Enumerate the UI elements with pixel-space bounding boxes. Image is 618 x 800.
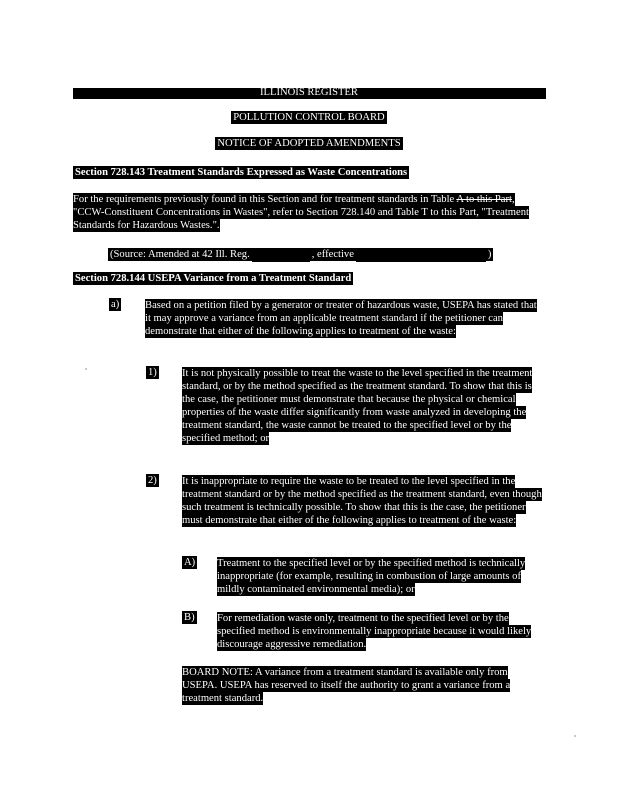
source-note-blank-1 xyxy=(252,248,310,262)
item-b-text: For remediation waste only, treatment to the specified level or by the specified method is environmentally inappropriate because it would likely discourage aggressive remediation. xyxy=(217,613,532,651)
source-note-blank-2 xyxy=(356,248,486,262)
subsection-a-marker: a) xyxy=(111,299,120,310)
item-1-marker: 1) xyxy=(148,367,157,378)
item-a-marker-line xyxy=(182,557,197,569)
item-a-marker: A) xyxy=(184,557,196,568)
section-143-heading-line xyxy=(73,167,409,179)
subsection-a-text: Based on a petition filed by a generator or treater of hazardous waste, USEPA has stated that it may approve a variance from an applicable treatment standard if the petitioner can demonstrate that either of the following applies to treatment of the waste: xyxy=(145,300,537,338)
source-note-close: ) xyxy=(487,249,492,260)
item-2-text: It is inappropriate to require the waste to be treated to the level specified in the treatment standard or by the method specified as the treatment standard, even though such treatment is technically possible. To show that this is the case, the petitioner must demonstrate that either of the following applies to treatment of the waste: xyxy=(182,476,542,527)
item-1-text-block xyxy=(182,367,544,446)
item-b-text-block xyxy=(217,612,543,651)
item-2-marker: 2) xyxy=(148,475,157,486)
scan-speck xyxy=(85,368,87,370)
section-143-body-struck: A to this Part xyxy=(456,194,512,205)
item-b-marker-line xyxy=(182,612,197,624)
board-name-line xyxy=(0,112,618,124)
section-144-heading: Section 728.144 USEPA Variance from a Treatment Standard xyxy=(75,273,352,284)
board-name: POLLUTION CONTROL BOARD xyxy=(233,112,385,123)
notice-title: NOTICE OF ADOPTED AMENDMENTS xyxy=(217,138,401,149)
item-1-marker-line xyxy=(146,367,159,379)
scan-speck xyxy=(574,735,576,737)
section-144-heading-line xyxy=(73,273,353,285)
notice-title-line xyxy=(0,138,618,150)
section-143-body-pre: For the requirements previously found in this Section and for treatment standards in Table xyxy=(73,194,457,205)
source-note-label: (Source: Amended at 42 Ill. Reg. xyxy=(110,249,250,260)
section-143-heading: Section 728.143 Treatment Standards Expressed as Waste Concentrations xyxy=(75,167,408,178)
subsection-a-marker-line xyxy=(109,299,121,311)
item-2-marker-line xyxy=(146,475,159,487)
register-title: ILLINOIS REGISTER xyxy=(260,87,358,98)
subsection-a-text-block xyxy=(145,299,543,338)
source-note-effective: , effective xyxy=(311,249,354,260)
board-note-block xyxy=(182,666,534,705)
item-2-text-block xyxy=(182,475,544,527)
item-a-text: Treatment to the specified level or by the specified method is technically inappropriate (for example, resulting in combustion of large amounts of mildly contaminated environmental media); or xyxy=(217,558,526,596)
board-note-text: BOARD NOTE: A variance from a treatment standard is available only from USEPA. USEPA has reserved to itself the authority to grant a variance from a treatment standard. xyxy=(182,667,511,705)
item-1-text: It is not physically possible to treat the waste to the level specified in the treatment standard, or by the method specified as the treatment standard. To show that this is the case, the petitioner must demonstrate that because the physical or chemical properties of the waste differ significantly from waste analyzed in developing the treatment standard, the waste cannot be treated to the specified level or by the specified method; or xyxy=(182,368,533,445)
section-143-body xyxy=(73,193,543,232)
item-a-text-block xyxy=(217,557,543,596)
source-note xyxy=(108,248,493,262)
item-b-marker: B) xyxy=(184,612,195,623)
section-143-body-post: , "CCW-Constituent Concentrations in Wastes", refer to Section 728.140 and Table T to this Part, "Treatment Standards for Hazardous Wastes.". xyxy=(73,194,529,232)
